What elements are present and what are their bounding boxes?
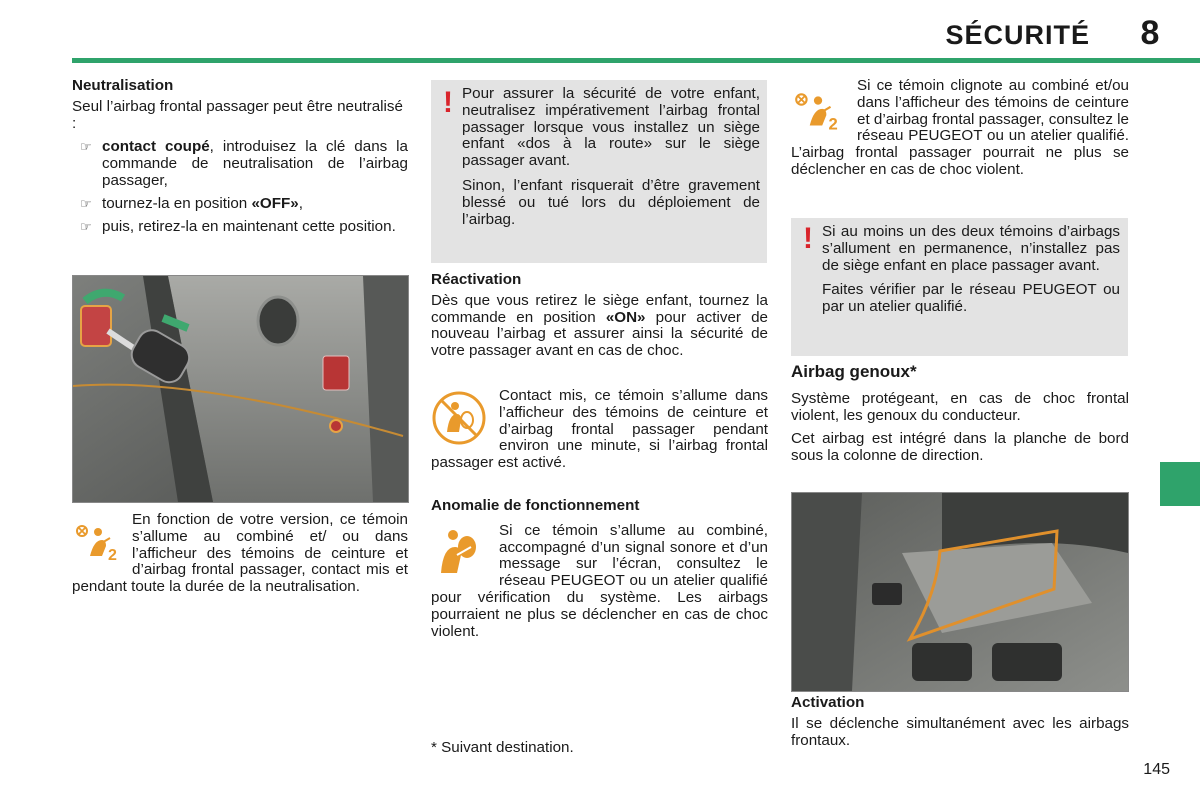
- page-title: SÉCURITÉ: [945, 20, 1090, 50]
- page-number: 145: [1143, 761, 1170, 778]
- knee-airbag-text: Cet airbag est intégré dans la planche de bord sous la colonne de direction.: [791, 430, 1129, 465]
- anomaly-block: [431, 523, 768, 641]
- blink-indicator-text: Si ce témoin clignote au combiné et/ou dans l’afficheur des témoins de ceinture et d’airbag frontal passager, consultez le réseau PEUGEOT ou un atelier qualifié. L’airbag frontal passager pourrait ne plus se déclencher en cas de choc violent.: [791, 77, 1129, 178]
- warning-paragraph: Faites vérifier par le réseau PEUGEOT ou par un atelier qualifié.: [822, 281, 1120, 316]
- blink-indicator-block: [791, 78, 1129, 186]
- airbag-on-text: Contact mis, ce témoin s’allume dans l’afficheur des témoins de ceinture et d’airbag frontal passager pendant environ une minute, si l’airbag frontal passager est activé.: [431, 386, 768, 472]
- airbag-on-block: [431, 388, 768, 472]
- list-item: ☞ contact coupé, introduisez la clé dans la commande de neutralisation de l’airbag passager,: [80, 138, 408, 189]
- pointing-hand-icon: ☞: [80, 139, 92, 155]
- anomaly-heading: Anomalie de fonctionnement: [431, 496, 640, 514]
- airbag-fault-icon: [431, 525, 487, 581]
- activation-text: Il se déclenche simultanément avec les airbags frontaux.: [791, 714, 1129, 749]
- chapter-tab: [1160, 462, 1200, 506]
- airbag-lamp-warning-box: [791, 218, 1128, 356]
- warning-paragraph: Pour assurer la sécurité de votre enfant, neutralisez impérativement l’airbag frontal passager lorsque vous installez un siège enfant «dos à la route» sur le siège passager avant.: [462, 85, 760, 170]
- passenger-airbag-on-icon: [431, 390, 487, 446]
- neutralisation-indicator-block: [72, 512, 408, 603]
- exclamation-icon: !: [443, 86, 453, 119]
- svg-text:2: 2: [108, 547, 117, 564]
- neutralisation-steps: [72, 139, 408, 235]
- knee-airbag-illustration: [792, 493, 1128, 691]
- pointing-hand-icon: ☞: [80, 218, 92, 234]
- neutralisation-heading: Neutralisation: [72, 77, 174, 94]
- neutralisation-intro: Seul l’airbag frontal passager peut être neutralisé :: [72, 97, 403, 132]
- column-1: [72, 78, 408, 241]
- list-item: ☞ puis, retirez-la en maintenant cette position.: [80, 217, 396, 235]
- knee-airbag-section: [791, 364, 1129, 472]
- child-seat-warning-box: [431, 80, 767, 263]
- warning-paragraph: Si au moins un des deux témoins d’airbags s’allument en permanence, n’installez pas de siège enfant en place passager avant.: [822, 223, 1120, 274]
- reactivation-text: Dès que vous retirez le siège enfant, tournez la commande en position «ON» pour activer de nouveau l’airbag et assurer ainsi la sécurité de votre passager avant en cas de choc.: [431, 291, 768, 360]
- pointing-hand-icon: ☞: [80, 195, 92, 211]
- anomaly-text: Si ce témoin s’allume au combiné, accompagné d’un signal sonore et d’un message sur l’écran, consultez le réseau PEUGEOT ou un atelier qualifié pour vérification du système. Les airbags pourraient ne plus se déclencher en cas de choc violent.: [431, 521, 768, 640]
- footnote: * Suivant destination.: [431, 739, 574, 756]
- exclamation-icon: !: [803, 222, 813, 255]
- svg-text:2: 2: [828, 114, 838, 134]
- list-item: ☞ tournez-la en position «OFF»,: [80, 194, 303, 212]
- knee-airbag-heading: Airbag genoux*: [791, 362, 917, 381]
- neutralisation-indicator-text: En fonction de votre version, ce témoin s’allume au combiné et/ ou dans l’afficheur des témoins de ceinture et d’airbag frontal passager, contact mis et pendant toute la durée de la neutralisation.: [72, 511, 408, 596]
- header-rule: [72, 58, 1200, 63]
- passenger-airbag-off-icon: [72, 522, 122, 564]
- knee-airbag-photo: [791, 492, 1129, 692]
- activation-section: [791, 695, 1129, 756]
- chapter-number: 8: [1140, 14, 1160, 52]
- reactivation-heading: Réactivation: [431, 271, 522, 288]
- knee-airbag-text: Système protégeant, en cas de choc frontal violent, les genoux du conducteur.: [791, 389, 1129, 424]
- activation-heading: Activation: [791, 694, 865, 711]
- passenger-airbag-off-icon: [791, 90, 843, 134]
- dashboard-illustration: [73, 276, 408, 502]
- warning-paragraph: Sinon, l’enfant risquerait d’être gravement blessé ou tué lors du déploiement de l’airbag.: [462, 176, 760, 228]
- column-2: [431, 272, 768, 647]
- airbag-switch-photo: [72, 275, 409, 503]
